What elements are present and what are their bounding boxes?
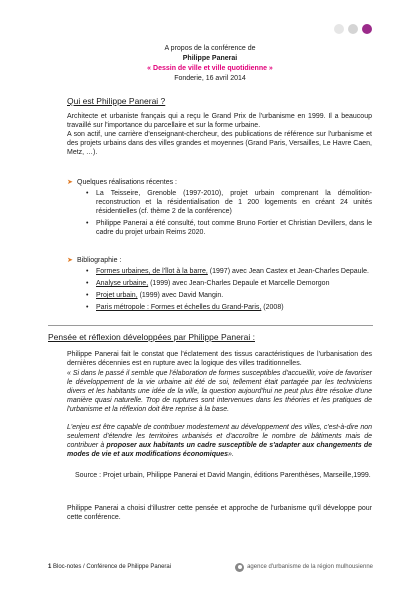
list-item <box>84 279 372 288</box>
list-item <box>84 291 372 300</box>
realisations-label: Quelques réalisations récentes : <box>77 179 177 186</box>
pensee-source: Source : Projet urbain, Philippe Panerai et David Mangin, éditions Parenthèses, Marseille,1999. <box>75 472 371 479</box>
list-item: • Philippe Panerai a été consulté, tout comme Bruno Fortier et Christian Devillers, dans le cadre du projet urbain Reims 2020. <box>84 219 372 237</box>
dot-accent <box>362 24 372 34</box>
biblio-heading <box>67 256 121 265</box>
book-details: (1999) avec David Mangin. <box>137 292 224 299</box>
quote-2-end: ». <box>228 451 234 458</box>
book-title-link[interactable]: Paris métropole : Formes et échelles du Grand-Paris, <box>96 304 262 311</box>
dot-medium <box>348 24 358 34</box>
dot-light <box>334 24 344 34</box>
header-intro: A propos de la conférence de <box>164 45 256 52</box>
book-title-link[interactable]: Projet urbain, <box>96 292 138 299</box>
pensee-intro: Philippe Panerai fait le constat que l'éclatement des tissus caractéristiques de l'urbanisation des dernières décennies est en rupture avec la logique des villes traditionnelles. <box>67 351 372 367</box>
list-item <box>84 267 372 276</box>
who-paragraph-2: A son actif, une carrière d'enseignant-chercheur, des publications de référence sur l'urbanisme et des projets urbains dans des villes grandes et moyennes (Grand Paris, Versailles, Le Havre Caen, Metz, …). <box>67 131 372 156</box>
divider <box>48 325 373 326</box>
header-date: Fonderie, 16 avril 2014 <box>174 75 246 82</box>
header-name: Philippe Panerai <box>182 55 238 62</box>
book-details: (1997) avec Jean Castex et Jean-Charles Depaule. <box>207 268 369 275</box>
arrow-icon: ➤ <box>67 257 73 264</box>
footer-title: Bloc-notes / Conférence de Philippe Panerai <box>51 564 172 570</box>
pensee-conclusion: Philippe Panerai a choisi d'illustrer cette pensée et approche de l'urbanisme qu'il développe pour cette conférence. <box>67 505 372 521</box>
book-title-link[interactable]: Analyse urbaine, <box>96 280 149 287</box>
logo-icon <box>235 563 244 572</box>
book-details: (2008) <box>261 304 284 311</box>
book-title-link[interactable]: Formes urbaines, de l'îlot à la barre, <box>96 268 208 275</box>
realisations-heading <box>67 178 177 187</box>
page-footer <box>48 563 373 572</box>
pensee-quote-1: « Si dans le passé il semble que l'élaboration de formes susceptibles d'accueillir, voire de favoriser le développement de la vie urbaine ait été de soi, tellement était partagée par les techniciens divers et les habitants une idée de la ville, la question aujourd'hui ne peut plus être résolue d'une manière quasi naturelle. Trop de ruptures sont intervenues dans les théories et les pratiques de l'urbanisme et la réflexion doit être reprise à la base. <box>67 370 372 413</box>
biblio-list <box>84 267 372 315</box>
book-details: (1999) avec Jean-Charles Depaule et Marcelle Demorgon <box>148 280 330 287</box>
list-item <box>84 303 372 312</box>
document-header <box>0 44 420 84</box>
logo-text: agence d'urbanisme de la région mulhousienne <box>247 564 373 570</box>
section-title-who: Qui est Philippe Panerai ? <box>67 96 166 106</box>
who-paragraph-1: Architecte et urbaniste français qui a reçu le Grand Prix de l'urbanisme en 1999. Il a beaucoup travaillé sur l'importance du parcellaire et sur la forme urbaine. <box>67 113 372 129</box>
section-title-pensee: Pensée et réflexion développées par Philippe Panerai : <box>48 332 255 342</box>
page-number: 1 <box>48 564 52 570</box>
pensee-quote-2 <box>67 423 372 459</box>
decorative-dots <box>334 24 372 34</box>
agency-logo <box>235 563 373 572</box>
quote-2-bold: proposer aux habitants un cadre susceptible de s'adapter aux changements de modes de vie et aux modifications économiques <box>67 442 372 458</box>
list-item: • La Teisseire, Grenoble (1997-2010), projet urbain comprenant la démolition-reconstruction et la résidentialisation de 1 200 logements en créant 24 unités résidentielles (cf. thème 2 de la conférence) <box>84 189 372 216</box>
header-subtitle: « Dessin de ville et ville quotidienne » <box>147 65 273 72</box>
quote-2-text: L'enjeu est être capable de contribuer modestement au développement des villes, c'est-à-dire non seulement d'étendre les territoires urbanisés et d'accroître le nombre de bâtiments mais de contribuer à <box>67 424 372 449</box>
footer-label <box>48 563 171 572</box>
realisations-list <box>84 189 372 240</box>
arrow-icon: ➤ <box>67 179 73 186</box>
biblio-label: Bibliographie : <box>77 257 122 264</box>
